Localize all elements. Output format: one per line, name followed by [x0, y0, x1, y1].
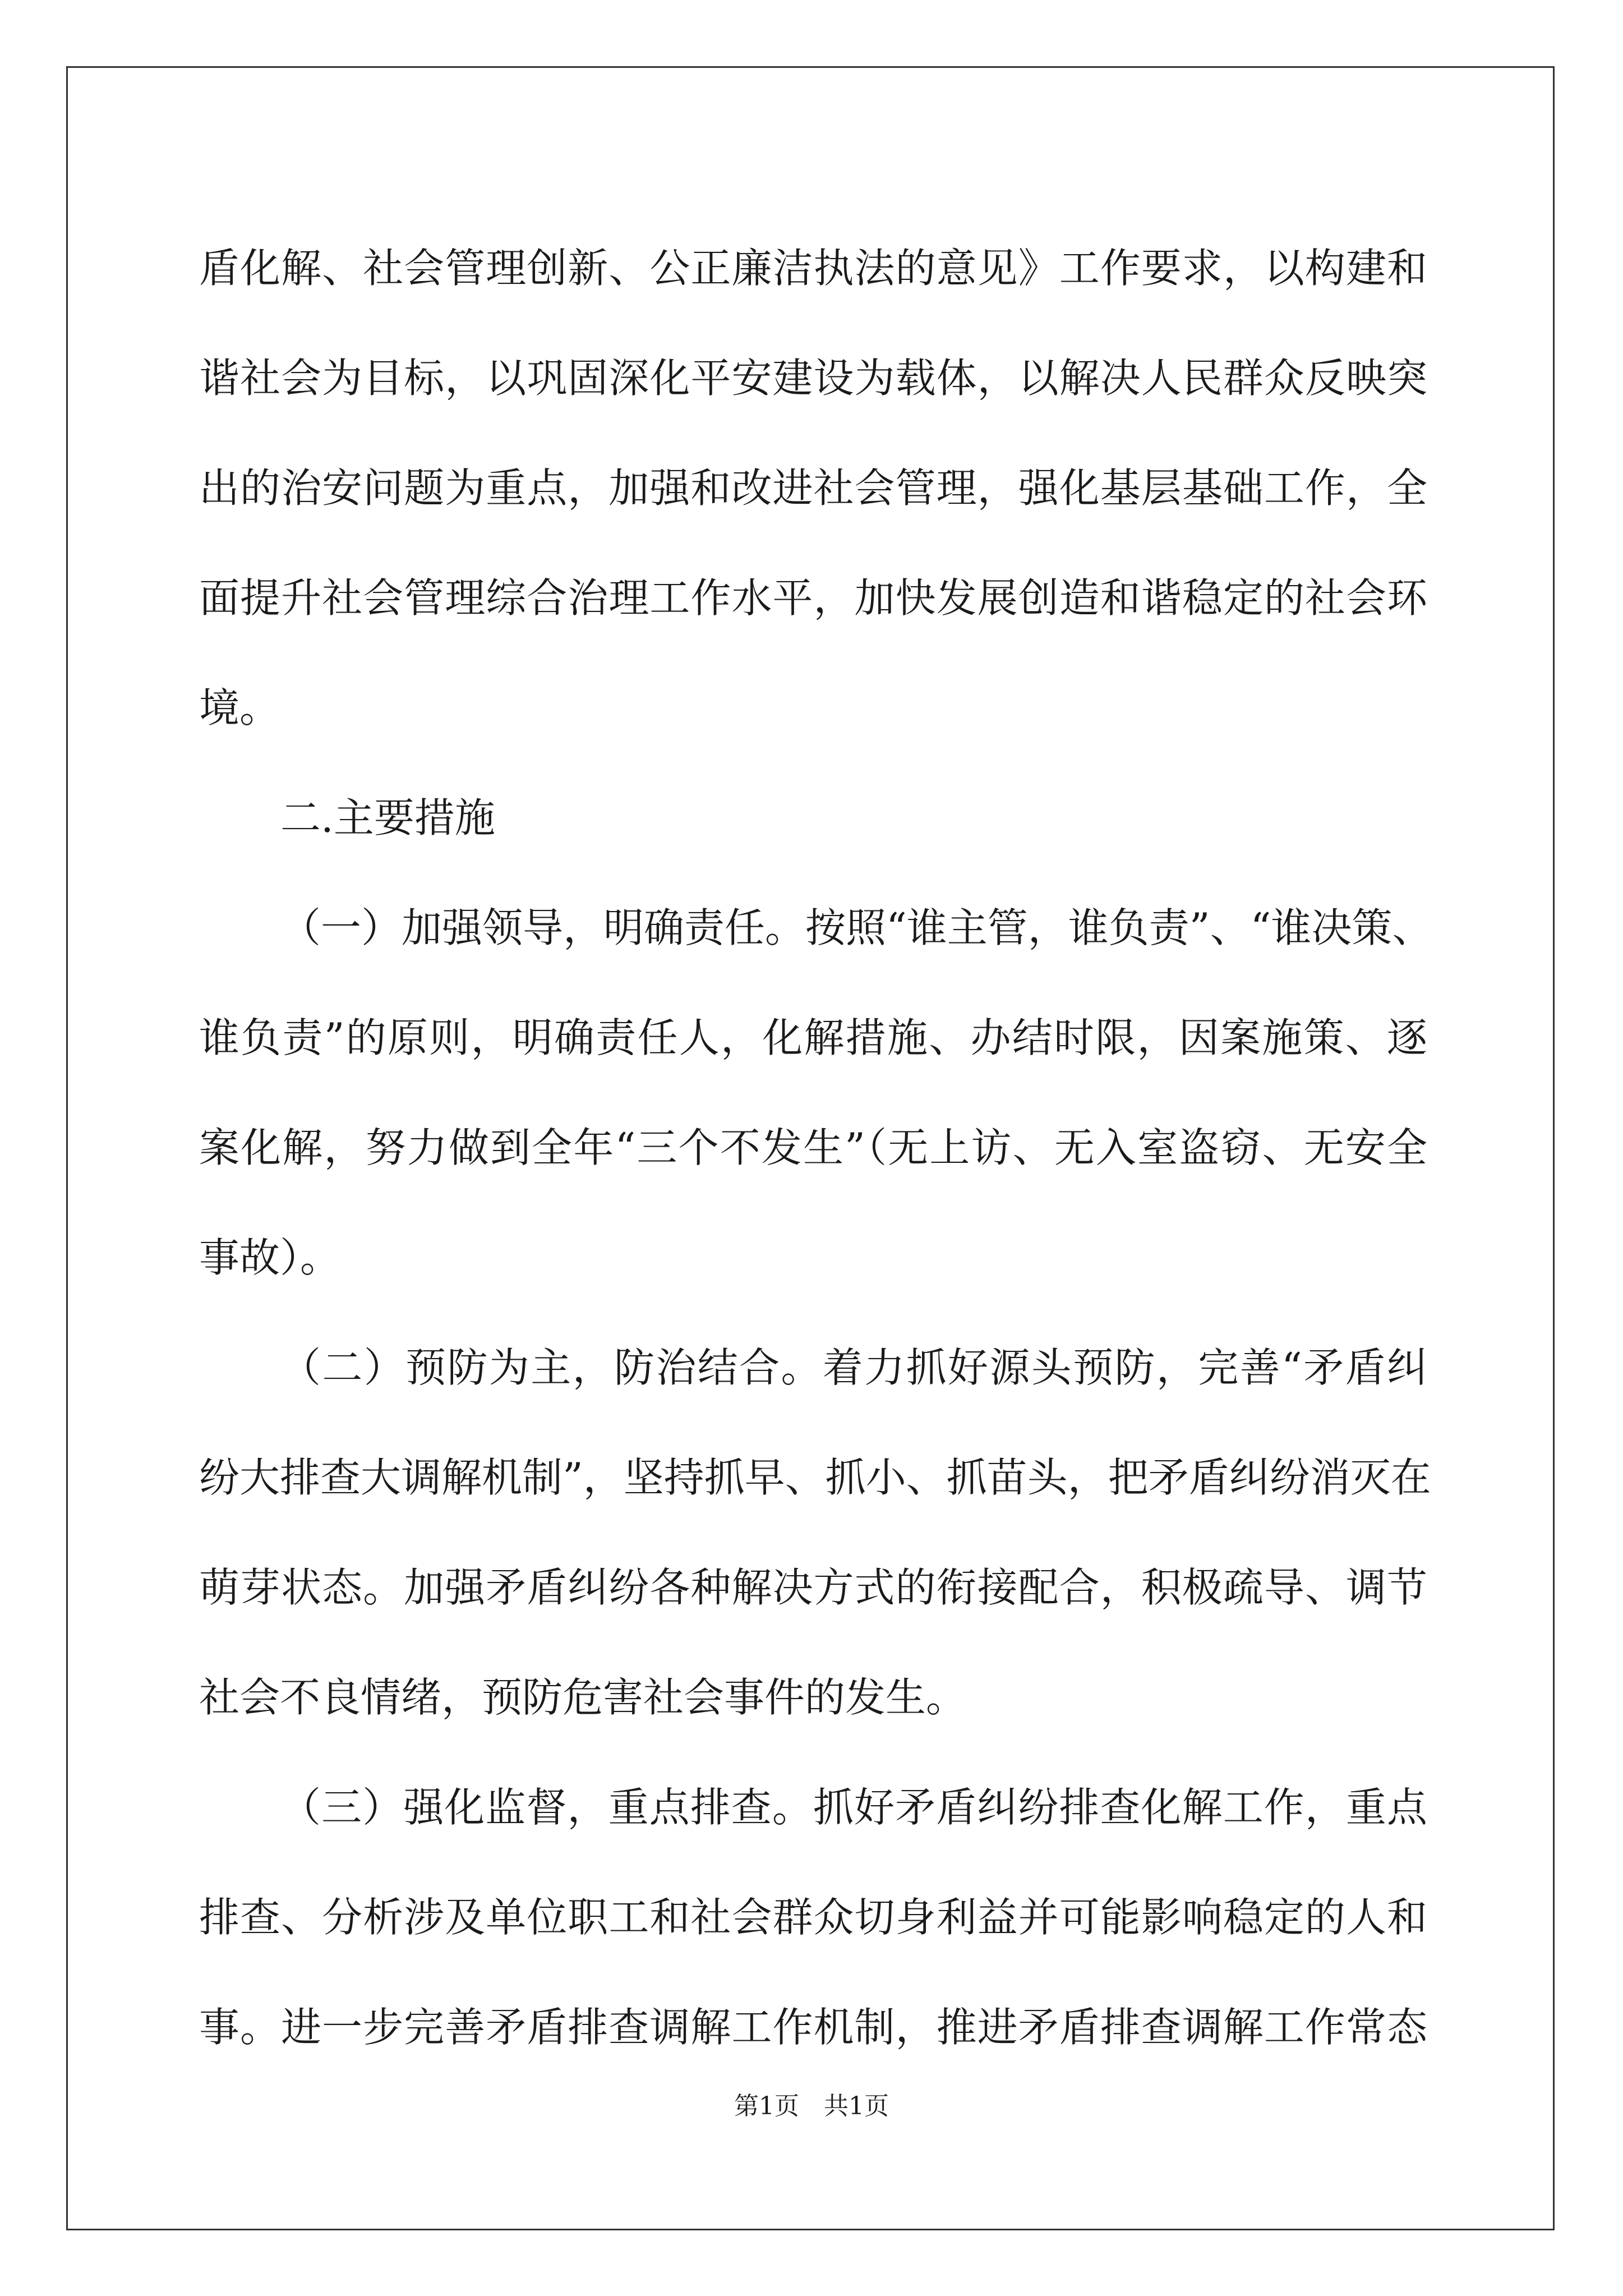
- text-line: 社会不良情绪，预防危害社会事件的发生。: [199, 1674, 967, 1721]
- text-line: 谐社会为目标，以巩固深化平安建设为载体，以解决人民群众反映突: [199, 355, 1427, 402]
- document-body: [199, 213, 1433, 2082]
- text-line: 事。进一步完善矛盾排查调解工作机制，推进矛盾排查调解工作常态: [199, 2004, 1427, 2051]
- text-line: 谁负责”的原则，明确责任人，化解措施、办结时限，因案施策、逐: [199, 1014, 1427, 1061]
- text-line: 纷大排查大调解机制”，坚持抓早、抓小、抓苗头，把矛盾纠纷消灭在: [199, 1454, 1431, 1501]
- page-footer: [0, 2090, 1623, 2123]
- text-line: 出的治安问题为重点，加强和改进社会管理，强化基层基础工作，全: [199, 464, 1427, 512]
- text-line: 盾化解、社会管理创新、公正廉洁执法的意见》工作要求，以构建和: [199, 245, 1427, 292]
- text-line: 境。: [199, 684, 280, 731]
- text-line: 案化解，努力做到全年“三个不发生”（无上访、无入室盗窃、无安全: [199, 1124, 1427, 1171]
- page-number: 第1页 共1页: [734, 2092, 889, 2120]
- paragraph-first-line: （一）加强领导，明确责任。按照“谁主管，谁负责”、“谁决策、: [280, 904, 1433, 951]
- text-line: 排查、分析涉及单位职工和社会群众切身利益并可能影响稳定的人和: [199, 1894, 1427, 1941]
- text-line: 面提升社会管理综合治理工作水平，加快发展创造和谐稳定的社会环: [199, 574, 1427, 622]
- paragraph-first-line: （二）预防为主，防治结合。着力抓好源头预防，完善“矛盾纠: [280, 1344, 1427, 1391]
- paragraph-first-line: （三）强化监督，重点排查。抓好矛盾纠纷排查化解工作，重点: [280, 1784, 1427, 1831]
- section-heading: 二.主要措施: [280, 794, 495, 841]
- text-line: 事故）。: [199, 1234, 341, 1281]
- text-line: 萌芽状态。加强矛盾纠纷各种解决方式的衔接配合，积极疏导、调节: [199, 1564, 1427, 1611]
